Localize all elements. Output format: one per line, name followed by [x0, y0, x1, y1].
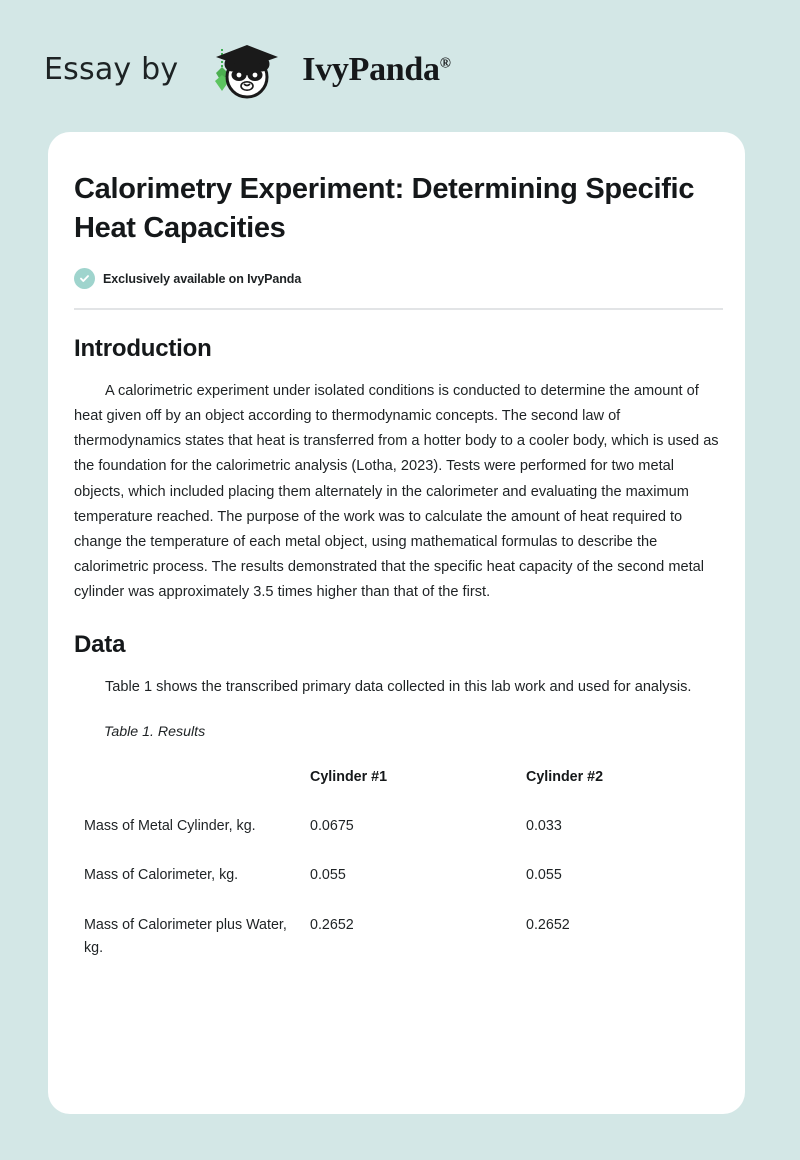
results-table	[84, 757, 724, 973]
table-header-cylinder-2: Cylinder #2	[526, 769, 604, 786]
table-header-cylinder-1: Cylinder #1	[310, 769, 388, 786]
document-card	[48, 132, 745, 1114]
table-header-row	[84, 757, 724, 802]
ivypanda-wordmark	[302, 53, 450, 87]
introduction-paragraph: A calorimetric experiment under isolated conditions is conducted to determine the amount of heat given off by an object according to thermodynamic concepts. The second law of thermodynamics states that heat is transferred from a hotter body to a cooler body, which is used as the foundation for the calorimetric analysis (Lotha, 2023). Tests were performed for two metal objects, which included placing them alternately in the calorimeter and evaluating the maximum temperature reached. The purpose of the work was to calculate the amount of heat required to change the temperature of each metal object, using mathematical formulas to describe the calorimetric process. The results demonstrated that the specific heat capacity of the second metal cylinder was approximately 3.5 times higher than that of the first.	[74, 383, 719, 600]
table-header-blank	[84, 757, 310, 802]
essay-by-label: Essay by	[44, 52, 179, 87]
ivypanda-wordmark-text: IvyPanda	[302, 51, 440, 88]
panda-graduate-logo-icon	[192, 39, 288, 101]
section-heading-data: Data	[74, 630, 126, 658]
table-cell-value: 0.2652	[310, 916, 354, 933]
table-cell-value: 0.055	[526, 867, 562, 884]
table-row	[84, 851, 724, 900]
table-cell-label: Mass of Calorimeter, kg.	[84, 867, 239, 884]
brand-header	[44, 38, 451, 102]
section-heading-introduction: Introduction	[74, 335, 212, 363]
table-caption: Table 1. Results	[104, 724, 206, 741]
exclusive-availability-badge	[74, 268, 720, 289]
table-cell-label: Mass of Calorimeter plus Water, kg.	[84, 916, 287, 956]
registered-trademark-icon: ®	[439, 55, 451, 72]
page-title: Calorimetry Experiment: Determining Specific Heat Capacities	[74, 173, 695, 244]
header-divider	[74, 308, 723, 310]
table-row	[84, 802, 724, 851]
table-row	[84, 901, 724, 973]
table-cell-label: Mass of Metal Cylinder, kg.	[84, 818, 256, 835]
exclusive-availability-label: Exclusively available on IvyPanda	[103, 271, 302, 286]
table-cell-value: 0.055	[310, 867, 346, 884]
table-cell-value: 0.0675	[310, 818, 354, 835]
check-circle-icon	[74, 268, 95, 289]
data-paragraph: Table 1 shows the transcribed primary data collected in this lab work and used for analysis.	[105, 678, 692, 695]
document-content	[48, 132, 745, 973]
table-cell-value: 0.2652	[526, 916, 570, 933]
table-cell-value: 0.033	[526, 818, 562, 835]
